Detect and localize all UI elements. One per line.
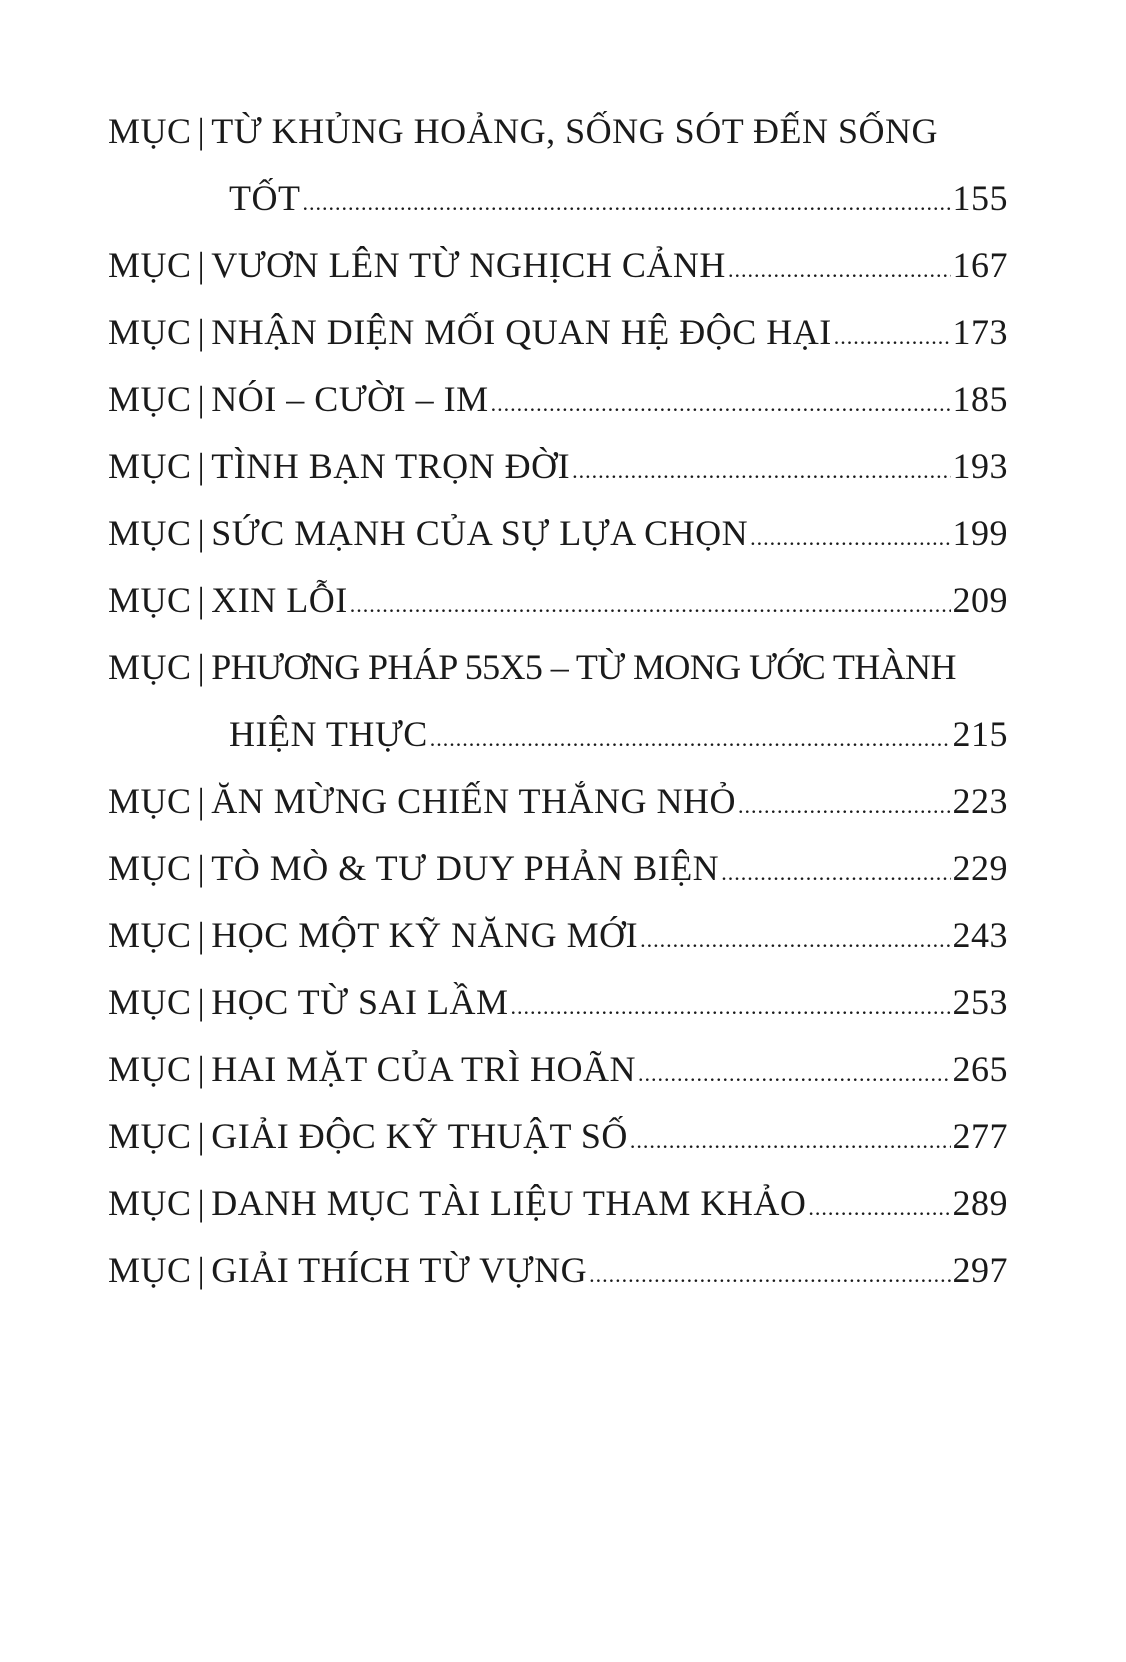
toc-separator: | xyxy=(197,1250,206,1290)
toc-prefix: MỤC xyxy=(108,111,192,151)
toc-title: GIẢI THÍCH TỪ VỰNG xyxy=(211,1250,588,1290)
toc-prefix: MỤC xyxy=(108,848,192,888)
toc-entry-line xyxy=(108,98,1008,165)
toc-entry[interactable] xyxy=(108,1237,1008,1304)
dot-leader xyxy=(721,839,950,906)
toc-prefix: MỤC xyxy=(108,312,192,352)
toc-page-number: 155 xyxy=(952,178,1008,218)
dot-leader xyxy=(302,169,950,236)
toc-entry-line xyxy=(108,1103,1008,1170)
dot-leader xyxy=(750,504,950,571)
toc-page-number: 185 xyxy=(952,379,1008,419)
toc-separator: | xyxy=(197,781,206,821)
toc-title: ĂN MỪNG CHIẾN THẮNG NHỎ xyxy=(211,781,736,821)
toc-page-number: 193 xyxy=(952,446,1008,486)
dot-leader xyxy=(738,772,951,839)
toc-entry-line xyxy=(108,165,1008,232)
toc-entry-line xyxy=(108,835,1008,902)
toc-entry-line xyxy=(108,1170,1008,1237)
toc-separator: | xyxy=(197,312,206,352)
toc-page-number: 253 xyxy=(952,982,1008,1022)
toc-entry-line xyxy=(108,500,1008,567)
toc-page-number: 289 xyxy=(952,1183,1008,1223)
toc-prefix: MỤC xyxy=(108,446,192,486)
toc-title: SỨC MẠNH CỦA SỰ LỰA CHỌN xyxy=(211,513,749,553)
dot-leader xyxy=(728,236,951,303)
toc-entry[interactable] xyxy=(108,835,1008,902)
toc-prefix: MỤC xyxy=(108,1049,192,1089)
toc-entry[interactable] xyxy=(108,902,1008,969)
toc-title: XIN LỖI xyxy=(211,580,348,620)
table-of-contents xyxy=(108,98,1008,1304)
dot-leader xyxy=(350,571,951,638)
toc-page-number: 199 xyxy=(952,513,1008,553)
toc-page-number: 173 xyxy=(952,312,1008,352)
toc-entry[interactable] xyxy=(108,1036,1008,1103)
toc-separator: | xyxy=(197,1116,206,1156)
toc-title: DANH MỤC TÀI LIỆU THAM KHẢO xyxy=(211,1183,807,1223)
toc-prefix: MỤC xyxy=(108,982,192,1022)
toc-prefix: MỤC xyxy=(108,513,192,553)
toc-prefix: MỤC xyxy=(108,647,192,687)
toc-prefix: MỤC xyxy=(108,1250,192,1290)
toc-prefix: MỤC xyxy=(108,580,192,620)
toc-separator: | xyxy=(197,982,206,1022)
toc-page-number: 167 xyxy=(952,245,1008,285)
toc-prefix: MỤC xyxy=(108,245,192,285)
toc-separator: | xyxy=(197,446,206,486)
toc-prefix: MỤC xyxy=(108,1183,192,1223)
toc-entry-line xyxy=(108,701,1008,768)
toc-page-number: 265 xyxy=(952,1049,1008,1089)
toc-entry[interactable] xyxy=(108,433,1008,500)
toc-entry-line xyxy=(108,1237,1008,1304)
dot-leader xyxy=(640,906,950,973)
toc-separator: | xyxy=(197,1049,206,1089)
toc-prefix: MỤC xyxy=(108,1116,192,1156)
toc-separator: | xyxy=(197,647,206,687)
dot-leader xyxy=(511,973,951,1040)
toc-title: GIẢI ĐỘC KỸ THUẬT SỐ xyxy=(211,1116,628,1156)
toc-separator: | xyxy=(197,245,206,285)
toc-prefix: MỤC xyxy=(108,379,192,419)
toc-page-number: 243 xyxy=(952,915,1008,955)
toc-entry[interactable] xyxy=(108,567,1008,634)
toc-prefix: MỤC xyxy=(108,915,192,955)
toc-entry-line xyxy=(108,1036,1008,1103)
dot-leader xyxy=(491,370,951,437)
toc-page-number: 229 xyxy=(952,848,1008,888)
toc-separator: | xyxy=(197,580,206,620)
toc-entry[interactable] xyxy=(108,500,1008,567)
toc-title: NÓI – CƯỜI – IM xyxy=(211,379,489,419)
toc-title: TÒ MÒ & TƯ DUY PHẢN BIỆN xyxy=(211,848,720,888)
toc-title: HỌC TỪ SAI LẦM xyxy=(211,982,509,1022)
toc-page-number: 277 xyxy=(952,1116,1008,1156)
toc-separator: | xyxy=(197,111,206,151)
toc-page-number: 297 xyxy=(952,1250,1008,1290)
toc-entry-line xyxy=(108,567,1008,634)
dot-leader xyxy=(834,303,951,370)
toc-entry-line xyxy=(108,634,1008,701)
toc-entry[interactable] xyxy=(108,634,1008,768)
toc-entry[interactable] xyxy=(108,768,1008,835)
toc-entry-line xyxy=(108,232,1008,299)
toc-entry-line xyxy=(108,902,1008,969)
toc-entry-line xyxy=(108,768,1008,835)
dot-leader xyxy=(808,1174,950,1241)
dot-leader xyxy=(638,1040,951,1107)
toc-title: VƯƠN LÊN TỪ NGHỊCH CẢNH xyxy=(211,245,726,285)
toc-title: PHƯƠNG PHÁP 55X5 – TỪ MONG ƯỚC THÀNH xyxy=(211,647,956,687)
dot-leader xyxy=(430,705,951,772)
toc-entry[interactable] xyxy=(108,98,1008,232)
dot-leader xyxy=(572,437,950,504)
toc-entry-line xyxy=(108,366,1008,433)
toc-separator: | xyxy=(197,848,206,888)
toc-entry[interactable] xyxy=(108,366,1008,433)
toc-page-number: 215 xyxy=(952,714,1008,754)
toc-title: TÌNH BẠN TRỌN ĐỜI xyxy=(211,446,571,486)
toc-separator: | xyxy=(197,513,206,553)
toc-entry[interactable] xyxy=(108,299,1008,366)
dot-leader xyxy=(630,1107,951,1174)
dot-leader xyxy=(589,1241,950,1308)
toc-separator: | xyxy=(197,1183,206,1223)
toc-separator: | xyxy=(197,915,206,955)
toc-entry-line xyxy=(108,969,1008,1036)
toc-separator: | xyxy=(197,379,206,419)
toc-entry[interactable] xyxy=(108,232,1008,299)
toc-entry[interactable] xyxy=(108,969,1008,1036)
toc-title: NHẬN DIỆN MỐI QUAN HỆ ĐỘC HẠI xyxy=(211,312,832,352)
toc-entry-line xyxy=(108,433,1008,500)
toc-entry-line xyxy=(108,299,1008,366)
toc-title: HỌC MỘT KỸ NĂNG MỚI xyxy=(211,915,639,955)
toc-title: HAI MẶT CỦA TRÌ HOÃN xyxy=(211,1049,636,1089)
toc-page-number: 209 xyxy=(952,580,1008,620)
toc-title-continued: HIỆN THỰC xyxy=(229,714,428,754)
toc-page-number: 223 xyxy=(952,781,1008,821)
toc-prefix: MỤC xyxy=(108,781,192,821)
toc-title: TỪ KHỦNG HOẢNG, SỐNG SÓT ĐẾN SỐNG xyxy=(211,111,939,151)
toc-title-continued: TỐT xyxy=(229,178,301,218)
toc-entry[interactable] xyxy=(108,1170,1008,1237)
toc-entry[interactable] xyxy=(108,1103,1008,1170)
